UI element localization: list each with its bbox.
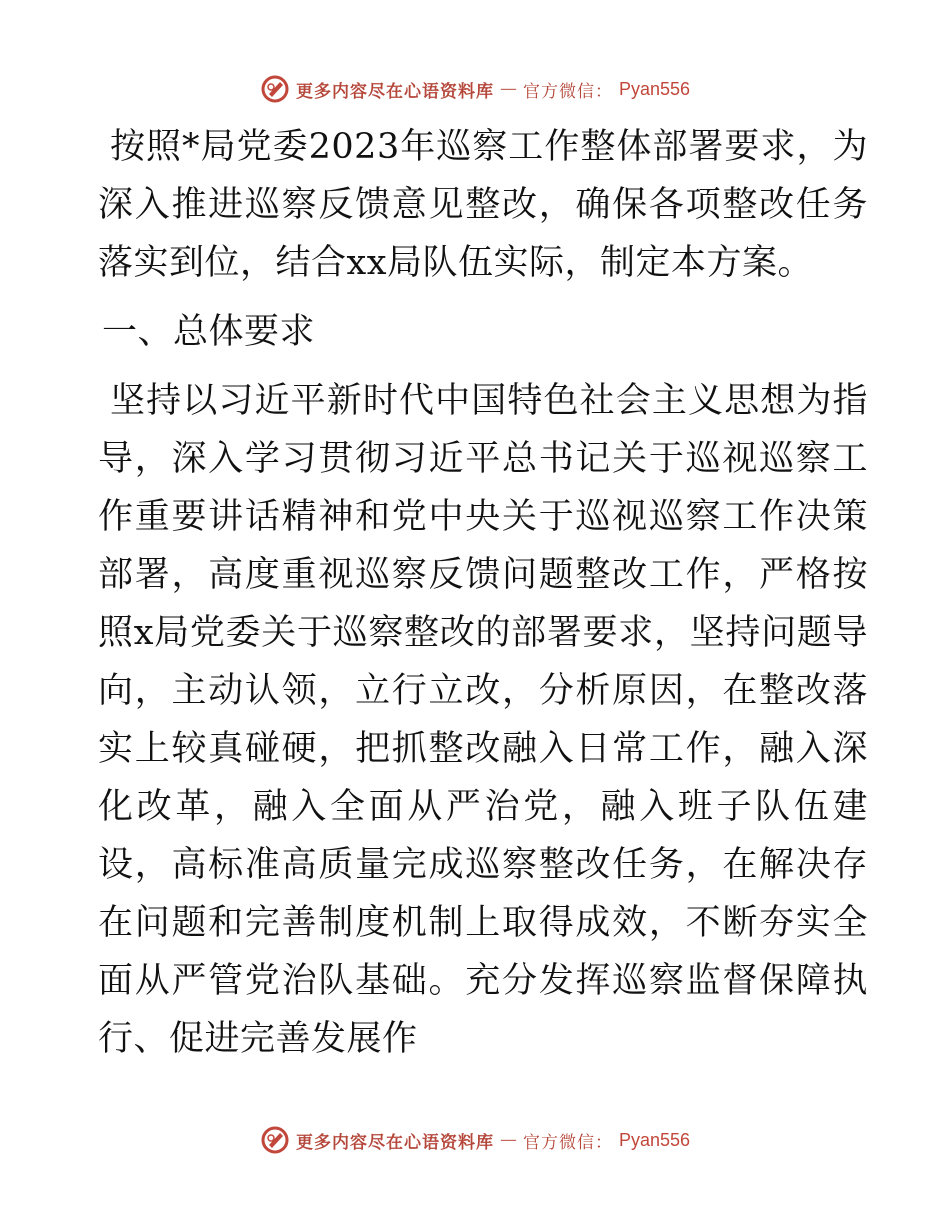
watermark-separator: — xyxy=(499,1130,517,1150)
intro-paragraph: 按照*局党委2023年巡察工作整体部署要求，为深入推进巡察反馈意见整改，确保各项整改任务落实到位，结合xx局队伍实际，制定本方案。 xyxy=(98,127,868,283)
header-watermark xyxy=(0,71,950,107)
watermark-contact-label: 官方微信： xyxy=(522,81,613,102)
footer-watermark xyxy=(0,1122,950,1158)
watermark-separator: — xyxy=(499,79,517,99)
section-heading: 一、总体要求 xyxy=(102,312,316,352)
watermark-contact-label: 官方微信： xyxy=(522,1132,613,1153)
body-paragraph: 坚持以习近平新时代中国特色社会主义思想为指导，深入学习贯彻习近平总书记关于巡视巡察工作重要讲话精神和党中央关于巡视巡察工作决策部署，高度重视巡察反馈问题整改工作，严格按照x局党委关于巡察整改的部署要求，坚持问题导向，主动认领，立行立改，分析原因，在整改落实上较真碰硬，把抓整改融入日常工作，融入深化改革，融入全面从严治党，融入班子队伍建设，高标准高质量完成巡察整改任务，在解决存在问题和完善制度机制上取得成效，不断夯实全面从严管党治队基础。充分发挥巡察监督保障执行、促进完善发展作 xyxy=(98,381,868,1059)
watermark-contact-id: Pyan556 xyxy=(618,1129,691,1150)
watermark-brand-text: 更多内容尽在心语资料库 xyxy=(295,81,494,102)
document-body xyxy=(98,118,868,1068)
brand-logo-icon xyxy=(260,74,290,104)
watermark-contact-id: Pyan556 xyxy=(618,78,691,99)
brand-logo-icon xyxy=(260,1125,290,1155)
watermark-brand-text: 更多内容尽在心语资料库 xyxy=(295,1132,494,1153)
